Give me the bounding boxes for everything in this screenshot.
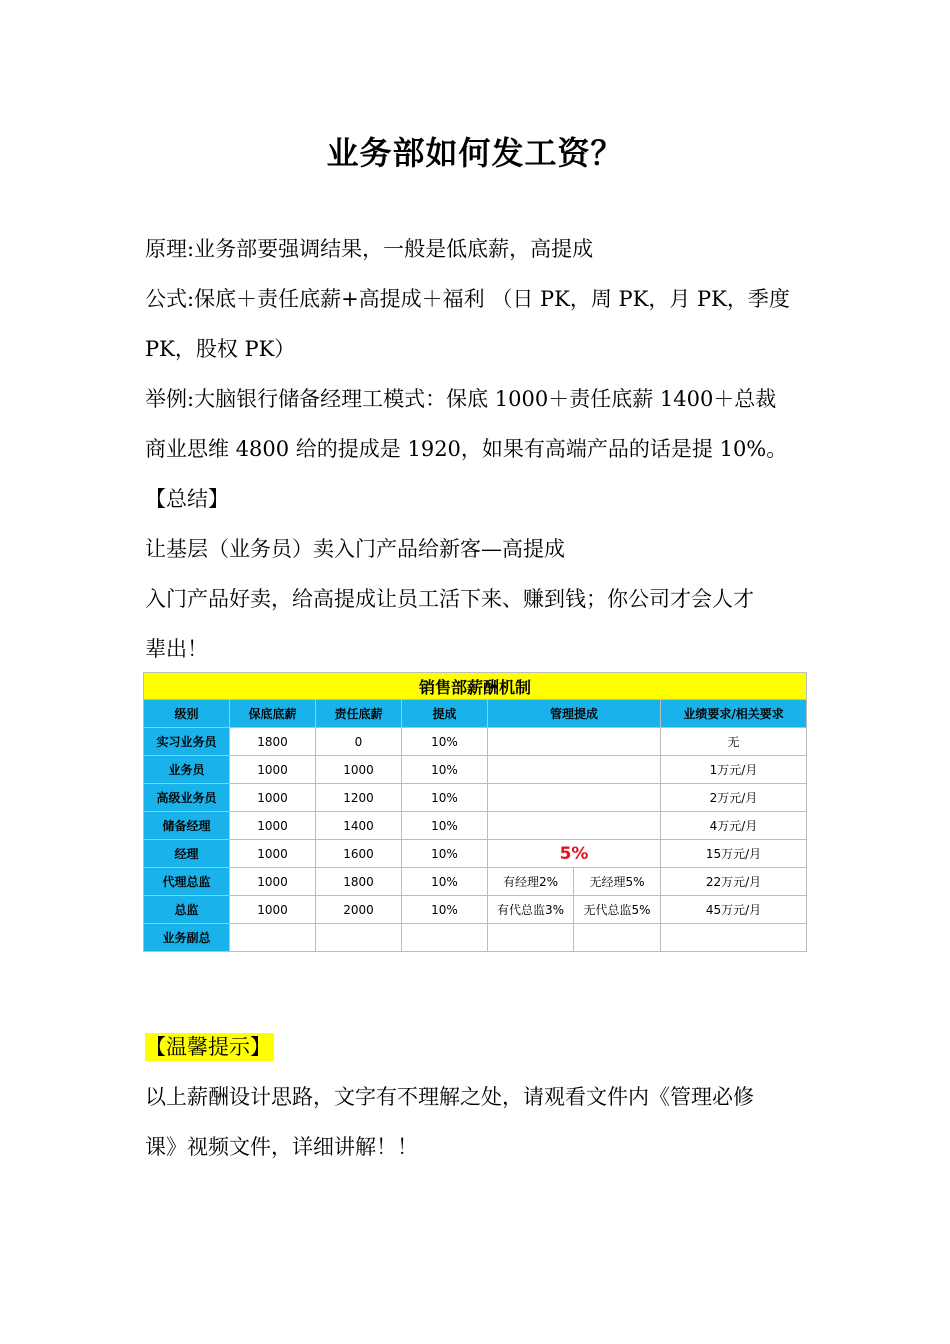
req-cell: 无 — [661, 728, 807, 756]
base-cell: 1000 — [230, 896, 316, 924]
table-row — [144, 812, 807, 840]
duty-cell: 2000 — [316, 896, 402, 924]
table-row — [144, 784, 807, 812]
base-cell: 1000 — [230, 840, 316, 868]
hint-line-1: 以上薪酬设计思路，文字有不理解之处，请观看文件内《管理必修 — [145, 1085, 754, 1109]
mgmt-cell — [488, 784, 661, 812]
mgmt-without-manager-cell: 无经理5% — [574, 868, 661, 896]
mgmt-percent-cell: 5% — [488, 840, 661, 868]
col-header-level: 级别 — [144, 700, 230, 728]
level-cell: 总监 — [144, 896, 230, 924]
mgmt-cell — [488, 924, 574, 952]
mgmt-with-director-cell: 有代总监3% — [488, 896, 574, 924]
table-caption: 销售部薪酬机制 — [144, 673, 807, 700]
req-cell: 45万元/月 — [661, 896, 807, 924]
level-cell: 业务员 — [144, 756, 230, 784]
hint-line-2: 课》视频文件，详细讲解！！ — [145, 1135, 418, 1159]
level-cell: 高级业务员 — [144, 784, 230, 812]
commission-cell: 10% — [402, 812, 488, 840]
duty-cell: 1000 — [316, 756, 402, 784]
req-cell: 4万元/月 — [661, 812, 807, 840]
duty-cell: 1200 — [316, 784, 402, 812]
base-cell: 1000 — [230, 784, 316, 812]
base-cell: 1000 — [230, 756, 316, 784]
table-row — [144, 924, 807, 952]
commission-cell — [402, 924, 488, 952]
salary-table — [143, 672, 807, 952]
level-cell: 经理 — [144, 840, 230, 868]
mgmt-cell — [488, 812, 661, 840]
summary-heading: 【总结】 — [145, 487, 229, 511]
duty-cell — [316, 924, 402, 952]
level-cell: 业务副总 — [144, 924, 230, 952]
table-row — [144, 840, 807, 868]
mgmt-with-manager-cell: 有经理2% — [488, 868, 574, 896]
base-cell: 1800 — [230, 728, 316, 756]
mgmt-without-director-cell: 无代总监5% — [574, 896, 661, 924]
commission-cell: 10% — [402, 756, 488, 784]
summary-line-2: 入门产品好卖，给高提成让员工活下来、赚到钱；你公司才会人才 — [145, 587, 754, 611]
body-text — [145, 224, 810, 674]
mgmt-cell — [488, 756, 661, 784]
col-header-base: 保底底薪 — [230, 700, 316, 728]
commission-cell: 10% — [402, 728, 488, 756]
example-line-1: 举例:大脑银行储备经理工模式：保底 1000＋责任底薪 1400＋总裁 — [145, 387, 777, 411]
example-line-2: 商业思维 4800 给的提成是 1920，如果有高端产品的话是提 10%。 — [145, 437, 788, 461]
req-cell: 1万元/月 — [661, 756, 807, 784]
req-cell — [661, 924, 807, 952]
principle-line: 原理:业务部要强调结果，一般是低底薪，高提成 — [145, 237, 594, 261]
req-cell: 2万元/月 — [661, 784, 807, 812]
summary-line-3: 辈出！ — [145, 637, 208, 661]
col-header-req: 业绩要求/相关要求 — [661, 700, 807, 728]
level-cell: 实习业务员 — [144, 728, 230, 756]
base-cell: 1000 — [230, 868, 316, 896]
req-cell: 22万元/月 — [661, 868, 807, 896]
commission-cell: 10% — [402, 840, 488, 868]
table-row — [144, 896, 807, 924]
duty-cell: 1800 — [316, 868, 402, 896]
base-cell — [230, 924, 316, 952]
duty-cell: 1600 — [316, 840, 402, 868]
page-title: 业务部如何发工资？ — [326, 134, 624, 172]
col-header-commission: 提成 — [402, 700, 488, 728]
commission-cell: 10% — [402, 896, 488, 924]
table-header-row — [144, 700, 807, 728]
formula-line-1: 公式:保底＋责任底薪+高提成＋福利 （日 PK，周 PK，月 PK，季度 — [145, 287, 790, 311]
level-cell: 储备经理 — [144, 812, 230, 840]
commission-cell: 10% — [402, 868, 488, 896]
base-cell: 1000 — [230, 812, 316, 840]
commission-cell: 10% — [402, 784, 488, 812]
col-header-duty: 责任底薪 — [316, 700, 402, 728]
hint-tag: 【温馨提示】 — [145, 1033, 274, 1061]
req-cell: 15万元/月 — [661, 840, 807, 868]
table-row — [144, 728, 807, 756]
hint-text — [145, 1072, 810, 1172]
summary-line-1: 让基层（业务员）卖入门产品给新客—高提成 — [145, 537, 565, 561]
table-row — [144, 868, 807, 896]
mgmt-cell — [574, 924, 661, 952]
col-header-mgmt: 管理提成 — [488, 700, 661, 728]
mgmt-cell — [488, 728, 661, 756]
duty-cell: 1400 — [316, 812, 402, 840]
duty-cell: 0 — [316, 728, 402, 756]
level-cell: 代理总监 — [144, 868, 230, 896]
formula-line-2: PK，股权 PK） — [145, 337, 296, 361]
table-row — [144, 756, 807, 784]
